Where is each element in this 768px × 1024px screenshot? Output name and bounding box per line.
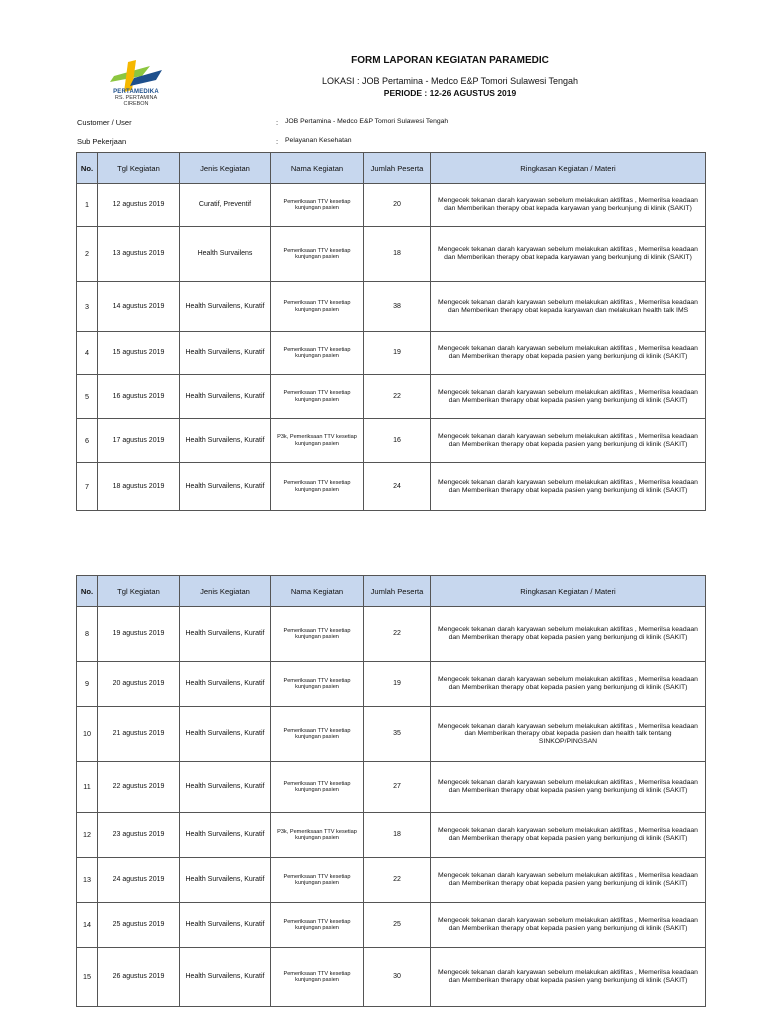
cell-no: 10 — [77, 707, 98, 762]
sub-pekerjaan-colon: : — [276, 137, 279, 146]
cell-jenis: Health Survailens, Kuratif — [180, 762, 271, 813]
cell-jenis: Health Survailens, Kuratif — [180, 948, 271, 1007]
customer-value: JOB Pertamina - Medco E&P Tomori Sulawesi Tengah — [285, 118, 449, 125]
cell-jumlah: 18 — [364, 227, 431, 282]
cell-tgl: 14 agustus 2019 — [98, 282, 180, 332]
activity-table-1 — [76, 152, 706, 511]
cell-nama: Pemeriksaan TTV kesetiap kunjungan pasien — [271, 948, 364, 1007]
logo-caption — [98, 89, 174, 107]
table-row — [77, 662, 706, 707]
cell-jumlah: 19 — [364, 662, 431, 707]
logo-subtext-2: CIREBON — [123, 101, 149, 107]
cell-ringkasan: Mengecek tekanan darah karyawan sebelum melakukan aktifitas , Memerilsa keadaan dan Memberikan therapy obat kepada pasien dan health talk tentang SINKOP/PINGSAN — [431, 707, 706, 762]
cell-jumlah: 18 — [364, 813, 431, 858]
cell-jenis: Health Survailens, Kuratif — [180, 332, 271, 375]
cell-jumlah: 20 — [364, 184, 431, 227]
sub-pekerjaan-value: Pelayanan Kesehatan — [285, 137, 352, 144]
cell-nama: Pemeriksaan TTV kesetiap kunjungan pasien — [271, 762, 364, 813]
cell-nama: Pemeriksaan TTV kesetiap kunjungan pasien — [271, 903, 364, 948]
cell-nama: Pemeriksaan TTV kesetiap kunjungan pasien — [271, 858, 364, 903]
cell-jenis: Health Survailens, Kuratif — [180, 813, 271, 858]
cell-ringkasan: Mengecek tekanan darah karyawan sebelum melakukan aktifitas , Memerilsa keadaan dan Memberikan therapy obat kepada pasien yang berkunjung di klinik (SAKIT) — [431, 762, 706, 813]
cell-nama: Pemeriksaan TTV kesetiap kunjungan pasien — [271, 282, 364, 332]
cell-nama: Pemeriksaan TTV kesetiap kunjungan pasien — [271, 662, 364, 707]
column-header-nama: Nama Kegiatan — [271, 153, 364, 184]
cell-jumlah: 25 — [364, 903, 431, 948]
cell-no: 3 — [77, 282, 98, 332]
column-header-jumlah: Jumlah Peserta — [364, 153, 431, 184]
cell-tgl: 18 agustus 2019 — [98, 463, 180, 511]
cell-jumlah: 22 — [364, 375, 431, 419]
table-row — [77, 419, 706, 463]
cell-jenis: Health Survailens, Kuratif — [180, 375, 271, 419]
cell-nama: P3k, Pemeriksaan TTV kesetiap kunjungan pasien — [271, 419, 364, 463]
cell-nama: P3k, Pemeriksaan TTV kesetiap kunjungan pasien — [271, 813, 364, 858]
table-row — [77, 463, 706, 511]
table-row — [77, 813, 706, 858]
table-row — [77, 227, 706, 282]
column-header-ringkasan: Ringkasan Kegiatan / Materi — [431, 153, 706, 184]
table-row — [77, 858, 706, 903]
cell-tgl: 23 agustus 2019 — [98, 813, 180, 858]
cell-ringkasan: Mengecek tekanan darah karyawan sebelum melakukan aktifitas , Memerilsa keadaan dan Memberikan therapy obat kepada karyawan yang berkunjung di klinik (SAKIT) — [431, 184, 706, 227]
lokasi-line: LOKASI : JOB Pertamina - Medco E&P Tomori Sulawesi Tengah — [321, 76, 579, 86]
column-header-nama: Nama Kegiatan — [271, 576, 364, 607]
cell-tgl: 24 agustus 2019 — [98, 858, 180, 903]
table-row — [77, 607, 706, 662]
column-header-no: No. — [77, 153, 98, 184]
table-row — [77, 282, 706, 332]
cell-jenis: Health Survailens — [180, 227, 271, 282]
cell-tgl: 20 agustus 2019 — [98, 662, 180, 707]
cell-jenis: Health Survailens, Kuratif — [180, 662, 271, 707]
cell-tgl: 15 agustus 2019 — [98, 332, 180, 375]
cell-ringkasan: Mengecek tekanan darah karyawan sebelum melakukan aktifitas , Memerilsa keadaan dan Memberikan therapy obat kepada pasien yang berkunjung di klinik (SAKIT) — [431, 419, 706, 463]
cell-tgl: 12 agustus 2019 — [98, 184, 180, 227]
cell-jenis: Health Survailens, Kuratif — [180, 419, 271, 463]
cell-no: 12 — [77, 813, 98, 858]
table-row — [77, 762, 706, 813]
table-header-row — [77, 153, 706, 184]
cell-jumlah: 22 — [364, 607, 431, 662]
cell-nama: Pemeriksaan TTV kesetiap kunjungan pasien — [271, 332, 364, 375]
cell-nama: Pemeriksaan TTV kesetiap kunjungan pasien — [271, 375, 364, 419]
cell-no: 4 — [77, 332, 98, 375]
cell-no: 11 — [77, 762, 98, 813]
cell-jumlah: 22 — [364, 858, 431, 903]
table-row — [77, 903, 706, 948]
periode-line: PERIODE : 12-26 AGUSTUS 2019 — [383, 88, 517, 98]
table-row — [77, 332, 706, 375]
cell-ringkasan: Mengecek tekanan darah karyawan sebelum melakukan aktifitas , Memerilsa keadaan dan Memberikan therapy obat kepada karyawan yang berkunjung di klinik (SAKIT) — [431, 227, 706, 282]
cell-nama: Pemeriksaan TTV kesetiap kunjungan pasien — [271, 463, 364, 511]
cell-jenis: Curatif, Preventif — [180, 184, 271, 227]
cell-jumlah: 30 — [364, 948, 431, 1007]
cell-jumlah: 16 — [364, 419, 431, 463]
cell-jenis: Health Survailens, Kuratif — [180, 607, 271, 662]
cell-no: 6 — [77, 419, 98, 463]
cell-jenis: Health Survailens, Kuratif — [180, 463, 271, 511]
column-header-tgl: Tgl Kegiatan — [98, 153, 180, 184]
cell-no: 9 — [77, 662, 98, 707]
cell-no: 14 — [77, 903, 98, 948]
table-header-row — [77, 576, 706, 607]
cell-jenis: Health Survailens, Kuratif — [180, 903, 271, 948]
table-row — [77, 707, 706, 762]
cell-no: 8 — [77, 607, 98, 662]
cell-nama: Pemeriksaan TTV kesetiap kunjungan pasien — [271, 227, 364, 282]
cell-tgl: 16 agustus 2019 — [98, 375, 180, 419]
cell-nama: Pemeriksaan TTV kesetiap kunjungan pasien — [271, 607, 364, 662]
cell-jenis: Health Survailens, Kuratif — [180, 282, 271, 332]
form-title: FORM LAPORAN KEGIATAN PARAMEDIC — [351, 55, 549, 66]
cell-jumlah: 24 — [364, 463, 431, 511]
cell-jumlah: 35 — [364, 707, 431, 762]
customer-label: Customer / User — [77, 118, 132, 127]
column-header-ringkasan: Ringkasan Kegiatan / Materi — [431, 576, 706, 607]
cell-jumlah: 38 — [364, 282, 431, 332]
cell-no: 5 — [77, 375, 98, 419]
cell-ringkasan: Mengecek tekanan darah karyawan sebelum melakukan aktifitas , Memerilsa keadaan dan Memberikan therapy obat kepada pasien yang berkunjung di klinik (SAKIT) — [431, 463, 706, 511]
cell-tgl: 21 agustus 2019 — [98, 707, 180, 762]
cell-no: 1 — [77, 184, 98, 227]
sub-pekerjaan-label: Sub Pekerjaan — [77, 137, 127, 146]
cell-tgl: 17 agustus 2019 — [98, 419, 180, 463]
cell-jumlah: 27 — [364, 762, 431, 813]
cell-ringkasan: Mengecek tekanan darah karyawan sebelum melakukan aktifitas , Memerilsa keadaan dan Memberikan therapy obat kepada pasien yang berkunjung di klinik (SAKIT) — [431, 948, 706, 1007]
cell-ringkasan: Mengecek tekanan darah karyawan sebelum melakukan aktifitas , Memerilsa keadaan dan Memberikan therapy obat kepada pasien yang berkunjung di klinik (SAKIT) — [431, 858, 706, 903]
cell-tgl: 26 agustus 2019 — [98, 948, 180, 1007]
activity-table-2 — [76, 575, 706, 1007]
cell-ringkasan: Mengecek tekanan darah karyawan sebelum melakukan aktifitas , Memerilsa keadaan dan Memberikan therapy obat kepada pasien yang berkunjung di klinik (SAKIT) — [431, 332, 706, 375]
cell-ringkasan: Mengecek tekanan darah karyawan sebelum melakukan aktifitas , Memerilsa keadaan dan Memberikan therapy obat kepada pasien yang berkunjung di klinik (SAKIT) — [431, 813, 706, 858]
column-header-jenis: Jenis Kegiatan — [180, 153, 271, 184]
cell-no: 13 — [77, 858, 98, 903]
cell-tgl: 13 agustus 2019 — [98, 227, 180, 282]
table-row — [77, 375, 706, 419]
cell-jenis: Health Survailens, Kuratif — [180, 707, 271, 762]
column-header-no: No. — [77, 576, 98, 607]
cell-tgl: 25 agustus 2019 — [98, 903, 180, 948]
cell-jumlah: 19 — [364, 332, 431, 375]
column-header-tgl: Tgl Kegiatan — [98, 576, 180, 607]
column-header-jenis: Jenis Kegiatan — [180, 576, 271, 607]
cell-nama: Pemeriksaan TTV kesetiap kunjungan pasien — [271, 184, 364, 227]
logo-brand-text: PERTAMEDIKA — [113, 89, 159, 95]
cell-ringkasan: Mengecek tekanan darah karyawan sebelum melakukan aktifitas , Memerilsa keadaan dan Memberikan therapy obat kepada karyawan dan melakukan health talk IMS — [431, 282, 706, 332]
column-header-jumlah: Jumlah Peserta — [364, 576, 431, 607]
cell-ringkasan: Mengecek tekanan darah karyawan sebelum melakukan aktifitas , Memerilsa keadaan dan Memberikan therapy obat kepada pasien yang berkunjung di klinik (SAKIT) — [431, 607, 706, 662]
cell-no: 15 — [77, 948, 98, 1007]
cell-tgl: 19 agustus 2019 — [98, 607, 180, 662]
cell-jenis: Health Survailens, Kuratif — [180, 858, 271, 903]
cell-no: 2 — [77, 227, 98, 282]
cell-tgl: 22 agustus 2019 — [98, 762, 180, 813]
customer-colon: : — [276, 118, 279, 127]
table-row — [77, 184, 706, 227]
cell-ringkasan: Mengecek tekanan darah karyawan sebelum melakukan aktifitas , Memerilsa keadaan dan Memberikan therapy obat kepada pasien yang berkunjung di klinik (SAKIT) — [431, 903, 706, 948]
logo-subtext-1: RS. PERTAMINA — [114, 95, 158, 101]
cell-ringkasan: Mengecek tekanan darah karyawan sebelum melakukan aktifitas , Memerilsa keadaan dan Memberikan therapy obat kepada pasien yang berkunjung di klinik (SAKIT) — [431, 662, 706, 707]
cell-ringkasan: Mengecek tekanan darah karyawan sebelum melakukan aktifitas , Memerilsa keadaan dan Memberikan therapy obat kepada pasien yang berkunjung di klinik (SAKIT) — [431, 375, 706, 419]
table-row — [77, 948, 706, 1007]
cell-nama: Pemeriksaan TTV kesetiap kunjungan pasien — [271, 707, 364, 762]
cell-no: 7 — [77, 463, 98, 511]
